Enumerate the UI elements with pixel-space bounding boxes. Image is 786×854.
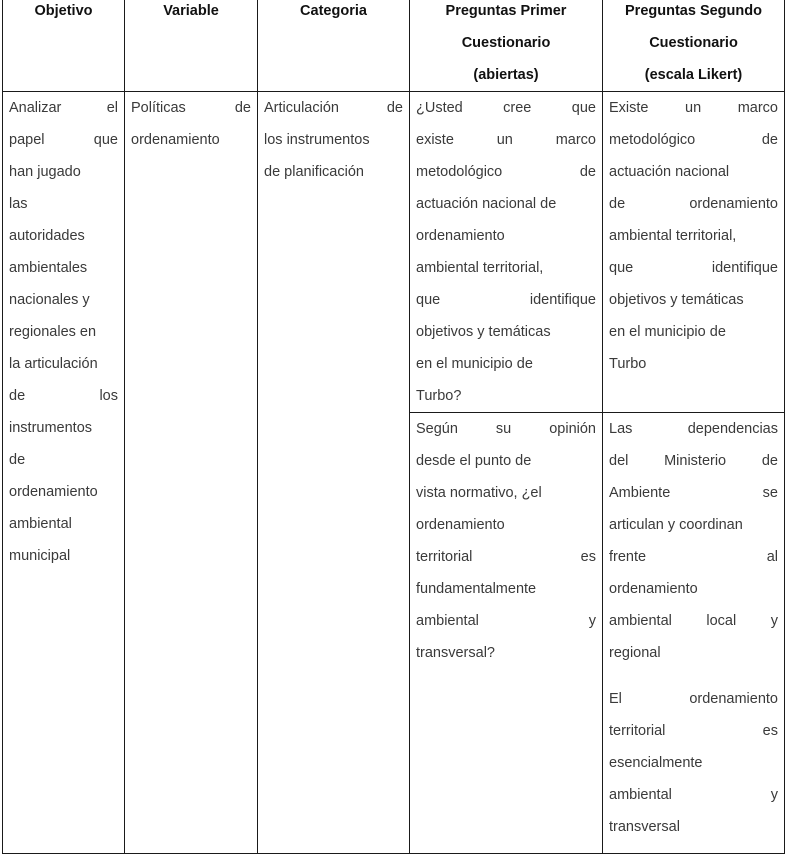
paragraph-gap <box>609 669 778 683</box>
text-word: la articulación <box>9 356 98 372</box>
text-word: Políticas <box>131 100 186 116</box>
text-line <box>609 220 778 252</box>
header-row <box>3 0 785 92</box>
text-line <box>609 348 778 380</box>
text-line <box>416 284 596 316</box>
text-line <box>609 509 778 541</box>
text-word: es <box>762 723 778 739</box>
text-line <box>609 445 778 477</box>
research-matrix-table <box>2 0 785 854</box>
text-word: municipal <box>9 548 71 564</box>
text-line <box>264 92 403 124</box>
text-word: frente <box>609 549 647 565</box>
text-line <box>416 156 596 188</box>
text-line <box>416 188 596 220</box>
text-word: de <box>761 453 778 469</box>
text-word: ambiental territorial, <box>609 228 737 244</box>
text-line <box>9 156 118 188</box>
header-objetivo: Objetivo <box>3 0 125 92</box>
text-word: esencialmente <box>609 755 703 771</box>
text-line <box>416 92 596 124</box>
text-word: y <box>770 613 778 629</box>
text-word: en el municipio de <box>416 356 533 372</box>
text-word: transversal? <box>416 645 495 661</box>
text-line <box>609 811 778 843</box>
text-line <box>416 573 596 605</box>
text-line <box>416 605 596 637</box>
text-line <box>9 444 118 476</box>
header-preguntas-segundo-cuestionario: Preguntas Segundo Cuestionario (escala Likert) <box>603 0 785 92</box>
text-line <box>416 445 596 477</box>
text-word: y <box>770 787 778 803</box>
text-line <box>609 413 778 445</box>
text-line <box>9 220 118 252</box>
text-word: de <box>761 132 778 148</box>
text-line <box>9 284 118 316</box>
text-word: papel <box>9 132 45 148</box>
text-word: territorial <box>609 723 666 739</box>
text-line <box>609 573 778 605</box>
question-2a <box>603 92 784 412</box>
text-word: las <box>9 196 28 212</box>
text-word: se <box>762 485 778 501</box>
header-categoria: Categoria <box>258 0 410 92</box>
text-word: marco <box>737 100 778 116</box>
text-word: transversal <box>609 819 680 835</box>
text-word: un <box>685 100 702 116</box>
text-word: local <box>706 613 737 629</box>
text-line <box>9 412 118 444</box>
text-line <box>609 779 778 811</box>
text-line <box>9 476 118 508</box>
text-word: y <box>588 613 596 629</box>
text-line <box>416 348 596 380</box>
text-word: que <box>416 292 441 308</box>
text-word: de <box>609 196 626 212</box>
text-word: instrumentos <box>9 420 93 436</box>
text-word: ordenamiento <box>416 517 505 533</box>
question-1b <box>410 413 602 669</box>
text-word: los <box>99 388 118 404</box>
text-line <box>609 637 778 669</box>
text-word: de <box>234 100 251 116</box>
text-word: han jugado <box>9 164 81 180</box>
text-word: ordenamiento <box>689 196 778 212</box>
text-word: ordenamiento <box>416 228 505 244</box>
text-line <box>416 637 596 669</box>
text-word: existe <box>416 132 454 148</box>
question-2b <box>603 413 784 669</box>
text-word: articulan y coordinan <box>609 517 743 533</box>
text-word: fundamentalmente <box>416 581 537 597</box>
text-line <box>9 92 118 124</box>
text-line <box>416 124 596 156</box>
text-word: al <box>766 549 778 565</box>
text-word: regionales en <box>9 324 97 340</box>
header-preguntas-primer-cuestionario: Preguntas Primer Cuestionario (abiertas) <box>410 0 603 92</box>
text-word: regional <box>609 645 661 661</box>
text-word: Turbo? <box>416 388 462 404</box>
text-word: Turbo <box>609 356 647 372</box>
text-word: que <box>609 260 634 276</box>
header-variable: Variable <box>125 0 258 92</box>
question-2c <box>603 683 784 843</box>
text-word: ¿Usted <box>416 100 463 116</box>
text-line <box>609 124 778 156</box>
text-word: metodológico <box>609 132 696 148</box>
text-line <box>416 509 596 541</box>
text-line <box>131 92 251 124</box>
text-line <box>9 348 118 380</box>
text-word: de <box>579 164 596 180</box>
text-word: Articulación <box>264 100 339 116</box>
text-line <box>609 605 778 637</box>
text-line <box>609 252 778 284</box>
text-word: vista normativo, ¿el <box>416 485 542 501</box>
text-line <box>416 541 596 573</box>
text-line <box>416 380 596 412</box>
text-line <box>609 715 778 747</box>
text-word: del <box>609 453 629 469</box>
text-line <box>9 380 118 412</box>
document-table-container <box>2 0 784 854</box>
text-word: objetivos y temáticas <box>416 324 551 340</box>
text-word: ambientales <box>9 260 88 276</box>
text-word: marco <box>555 132 596 148</box>
table-row <box>3 92 785 854</box>
text-word: metodológico <box>416 164 503 180</box>
text-word: de <box>9 388 26 404</box>
text-line <box>9 316 118 348</box>
text-word: de planificación <box>264 164 364 180</box>
text-line <box>264 156 403 188</box>
text-line <box>609 316 778 348</box>
question-1a <box>410 92 602 412</box>
text-line <box>416 252 596 284</box>
text-word: territorial <box>416 549 473 565</box>
text-line <box>416 413 596 445</box>
text-line <box>264 124 403 156</box>
text-line <box>9 188 118 220</box>
text-word: objetivos y temáticas <box>609 292 744 308</box>
text-word: ambiental <box>609 787 672 803</box>
text-word: ambiental <box>609 613 672 629</box>
text-word: Analizar <box>9 100 62 116</box>
text-line <box>416 477 596 509</box>
text-line <box>609 747 778 779</box>
text-word: El <box>609 691 622 707</box>
cell-preguntas-segundo <box>603 92 785 854</box>
text-line <box>9 252 118 284</box>
text-word: identifique <box>529 292 596 308</box>
text-word: cree <box>503 100 532 116</box>
text-word: identifique <box>711 260 778 276</box>
text-line <box>609 541 778 573</box>
text-line <box>9 540 118 572</box>
text-word: opinión <box>549 421 596 437</box>
text-word: actuación nacional de <box>416 196 557 212</box>
cell-preguntas-primer <box>410 92 603 854</box>
text-word: Ministerio <box>664 453 727 469</box>
text-word: desde el punto de <box>416 453 532 469</box>
cell-variable <box>125 92 258 854</box>
text-word: en el municipio de <box>609 324 726 340</box>
text-word: que <box>571 100 596 116</box>
text-word: un <box>496 132 513 148</box>
text-word: de <box>386 100 403 116</box>
text-word: su <box>495 421 512 437</box>
text-word: el <box>106 100 118 116</box>
text-word: Según <box>416 421 458 437</box>
text-word: nacionales y <box>9 292 90 308</box>
text-word: dependencias <box>687 421 778 437</box>
text-word: Existe <box>609 100 649 116</box>
text-word: ordenamiento <box>609 581 698 597</box>
text-word: que <box>93 132 118 148</box>
text-word: ambiental <box>416 613 479 629</box>
text-word: ambiental territorial, <box>416 260 544 276</box>
text-word: los instrumentos <box>264 132 370 148</box>
text-word: ordenamiento <box>689 691 778 707</box>
text-word: Ambiente <box>609 485 671 501</box>
text-word: Las <box>609 421 633 437</box>
cell-objetivo <box>3 92 125 854</box>
text-line <box>609 683 778 715</box>
text-line <box>416 220 596 252</box>
text-word: actuación nacional <box>609 164 730 180</box>
text-line <box>416 316 596 348</box>
text-line <box>131 124 251 156</box>
text-word: de <box>9 452 26 468</box>
text-line <box>609 477 778 509</box>
text-word: ordenamiento <box>131 132 220 148</box>
text-line <box>9 124 118 156</box>
text-line <box>609 188 778 220</box>
cell-categoria <box>258 92 410 854</box>
text-word: autoridades <box>9 228 85 244</box>
text-word: ordenamiento <box>9 484 98 500</box>
text-line <box>609 92 778 124</box>
text-line <box>9 508 118 540</box>
text-word: es <box>580 549 596 565</box>
text-line <box>609 156 778 188</box>
text-word: ambiental <box>9 516 72 532</box>
text-line <box>609 284 778 316</box>
